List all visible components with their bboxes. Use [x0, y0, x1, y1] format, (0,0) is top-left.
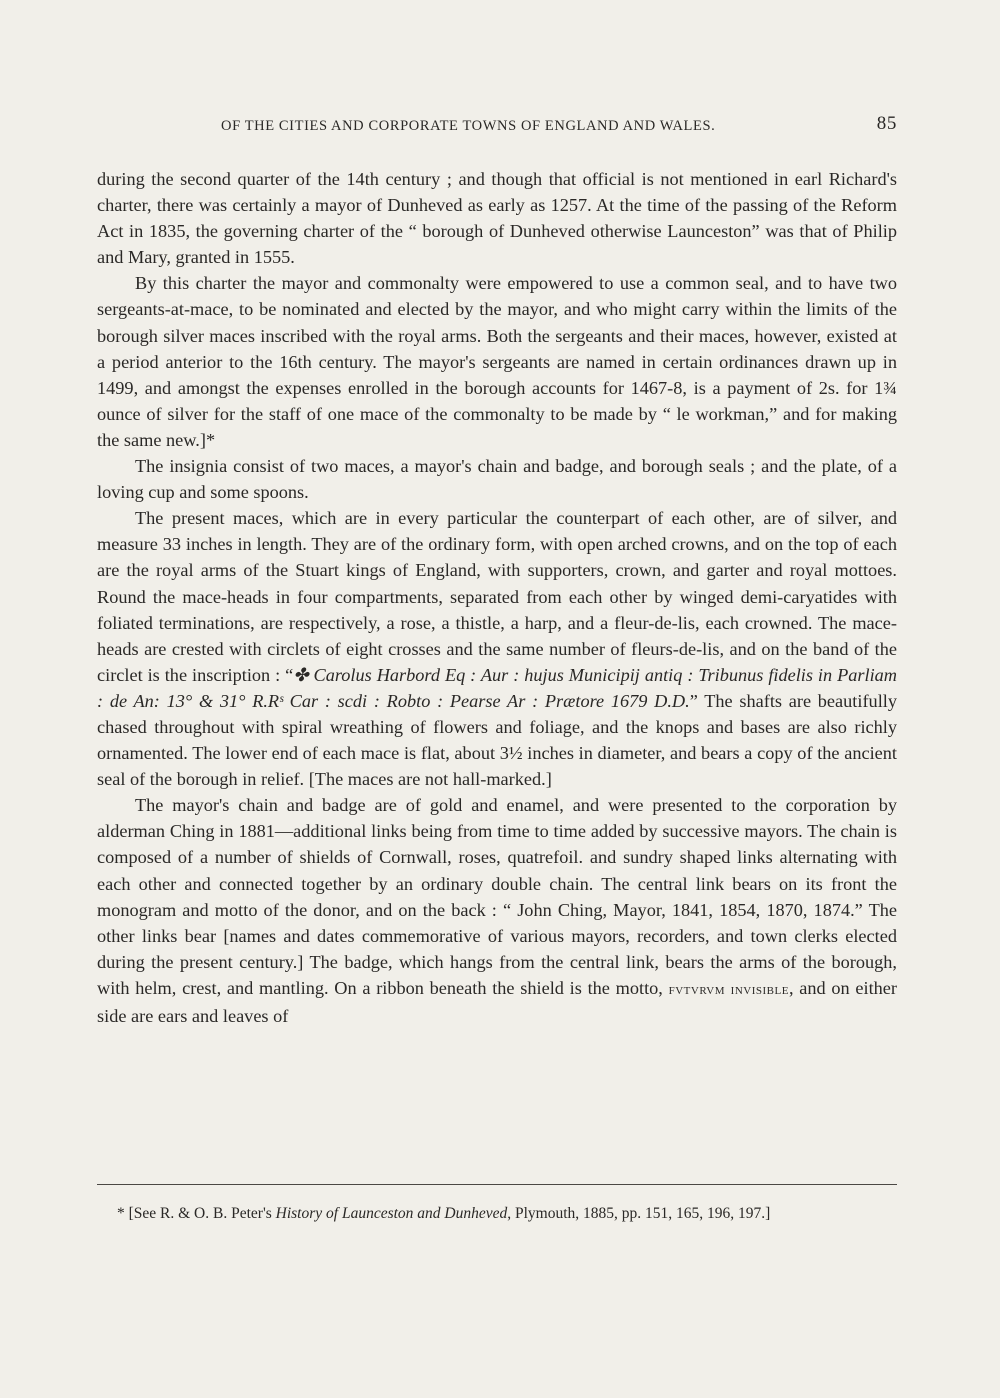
footnote-text-b: , Plymouth, 1885, pp. 151, 165, 196, 197.]	[507, 1205, 771, 1222]
footnote	[97, 1201, 897, 1226]
borough-motto: fvtvrvm invisible	[668, 980, 789, 998]
paragraph-4-text-a: The present maces, which are in every particular the counterpart of each other, are of silver, and measure 33 inches in length. They are of the ordinary form, with open arched crowns, and on the top of each are the royal arms of the Stuart kings of England, with supporters, crown, and garter and royal mottoes. Round the mace-heads in four compartments, separated from each other by winged demi-caryatides with foliated terminations, are respectively, a rose, a thistle, a harp, and a fleur-de-lis, each crowned. The mace-heads are crested with circlets of eight crosses and the same number of fleurs-de-lis, and on the band of the circlet is the inscription : “	[97, 508, 897, 685]
paragraph-4	[97, 505, 897, 792]
paragraph-1: during the second quarter of the 14th century ; and though that official is not mentioned in earl Richard's charter, there was certainly a mayor of Dunheved as early as 1257. At the time of the passing of the Reform Act in 1835, the governing charter of the “ borough of Dunheved otherwise Launceston” was that of Philip and Mary, granted in 1555.	[97, 169, 897, 268]
body-text	[97, 166, 897, 1029]
page-number: 85	[876, 113, 897, 134]
footnote-book-title: History of Launceston and Dunheved	[275, 1205, 508, 1222]
footnote-rule	[97, 1184, 897, 1185]
mace-inscription: ✤ Carolus Harbord Eq : Aur : hujus Municipij antiq : Tribunus fidelis in Parliam : de An: 13° & 31° R.Rˢ Car : scdi : Robto : Pearse Ar : Prætore 1679 D.D.	[97, 664, 898, 711]
running-title: OF THE CITIES AND CORPORATE TOWNS OF ENGLAND AND WALES.	[221, 118, 716, 134]
footnote-text-a: * [See R. & O. B. Peter's	[117, 1205, 276, 1222]
paragraph-2: By this charter the mayor and commonalty were empowered to use a common seal, and to have two sergeants-at-mace, to be nominated and elected by the mayor, and who might carry within the limits of the borough silver maces inscribed with the royal arms. Both the sergeants and their maces, however, existed at a period anterior to the 16th century. The mayor's sergeants are named in certain ordinances drawn up in 1499, and amongst the expenses enrolled in the borough accounts for 1467-8, is a payment of 2s. for 1¾ ounce of silver for the staff of one mace of the commonalty to be made by “ le workman,” and for making the same new.]*	[97, 273, 897, 450]
paragraph-5	[97, 792, 897, 1029]
paragraph-3: The insignia consist of two maces, a mayor's chain and badge, and borough seals ; and the plate, of a loving cup and some spoons.	[97, 456, 897, 503]
paragraph-5-text-b: , and on either side are ears and leaves of	[97, 977, 897, 1026]
paragraph-5-text-a: The mayor's chain and badge are of gold and enamel, and were presented to the corporation by alderman Ching in 1881—additional links being from time to time added by successive mayors. The chain is composed of a number of shields of Cornwall, roses, quatrefoil. and sundry shaped links alternating with each other and connected together by an ordinary double chain. The central link bears on its front the monogram and motto of the donor, and on the back : “ John Ching, Mayor, 1841, 1854, 1870, 1874.” The other links bear [names and dates commemorative of various mayors, recorders, and town clerks elected during the present century.] The badge, which hangs from the central link, bears the arms of the borough, with helm, crest, and mantling. On a ribbon beneath the shield is the motto,	[97, 795, 897, 998]
paragraph-4-text-b: ” The shafts are beautifully chased throughout with spiral wreathing of flowers and foliage, and the knops and bases are also richly ornamented. The lower end of each mace is flat, about 3½ inches in diameter, and bears a copy of the ancient seal of the borough in relief. [The maces are not hall-marked.]	[97, 690, 897, 790]
